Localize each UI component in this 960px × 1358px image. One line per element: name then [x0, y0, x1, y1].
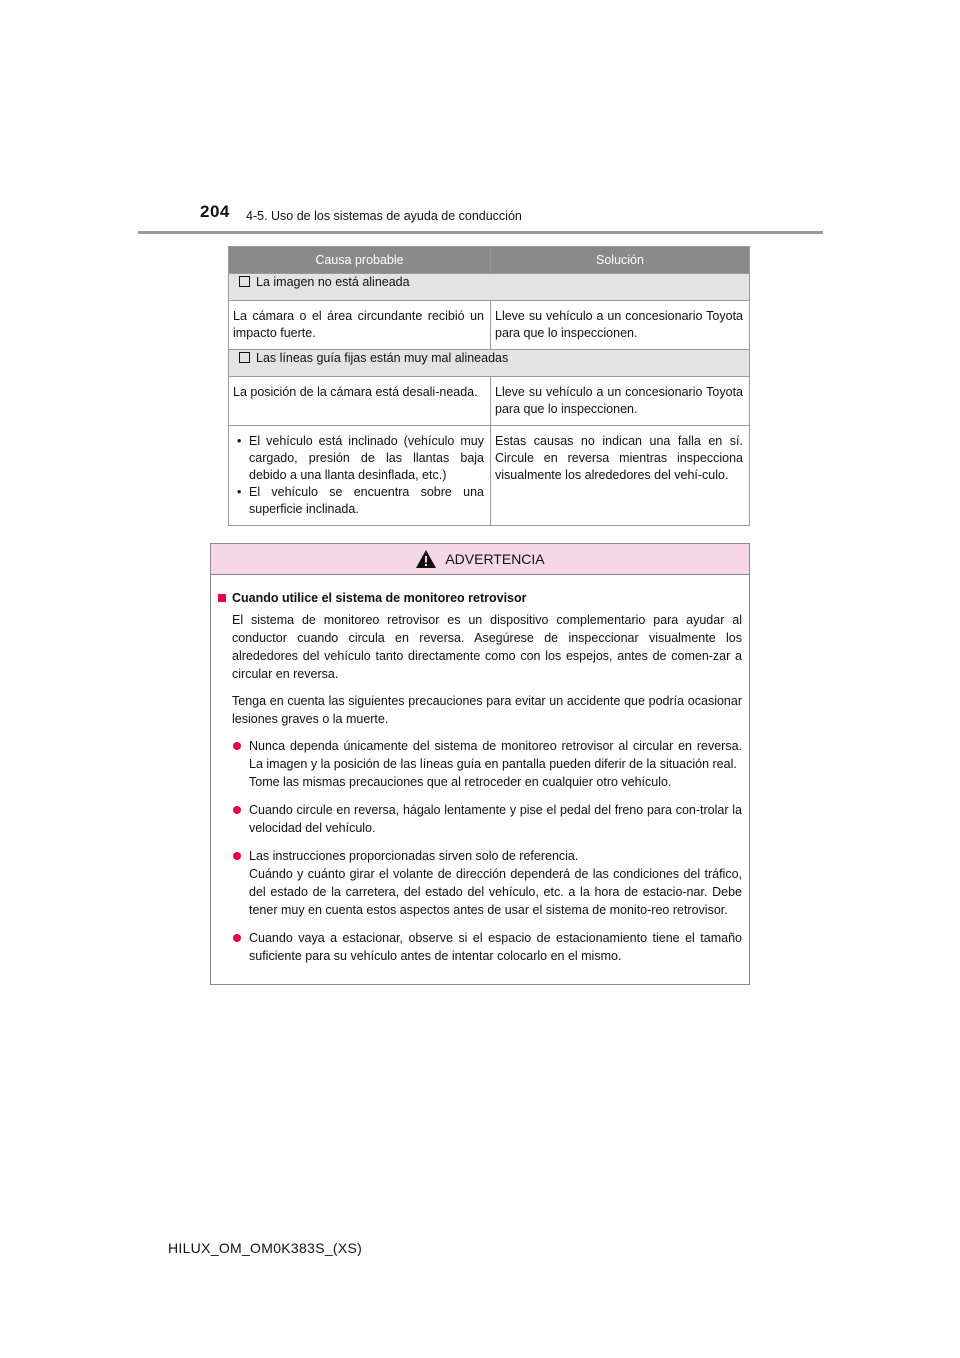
group-cell	[229, 274, 750, 301]
column-header-cause: Causa probable	[229, 247, 491, 274]
warning-heading	[218, 589, 742, 607]
solution-cell: Estas causas no indican una falla en sí. Circule en reversa mientras inspecciona visualmente los alrededores del vehí-culo.	[491, 426, 750, 526]
group-title: Las líneas guía fijas están muy mal alineadas	[256, 351, 509, 365]
table-row	[229, 377, 750, 426]
group-cell	[229, 350, 750, 377]
table-header-row	[229, 247, 750, 274]
header-divider	[138, 231, 823, 234]
table-group-row	[229, 274, 750, 301]
round-bullet-icon	[233, 852, 241, 860]
solution-cell: Lleve su vehículo a un concesionario Toyota para que lo inspeccionen.	[491, 377, 750, 426]
troubleshooting-table	[228, 246, 750, 526]
warning-item-line: Cuando vaya a estacionar, observe si el espacio de estacionamiento tiene el tamaño suficiente para su vehículo antes de intentar colocarlo en el mismo.	[249, 931, 742, 963]
solution-cell: Lleve su vehículo a un concesionario Toyota para que lo inspeccionen.	[491, 301, 750, 350]
warning-item-line: Nunca dependa únicamente del sistema de monitoreo retrovisor al circular en reversa. La imagen y la posición de las líneas guía en pantalla pueden diferir de la situación real.	[249, 739, 742, 771]
table-group-row	[229, 350, 750, 377]
cause-bullet-item	[233, 433, 484, 484]
document-code: HILUX_OM_OM0K383S_(XS)	[168, 1240, 363, 1256]
cause-bullet-list	[233, 433, 484, 518]
section-title: 4-5. Uso de los sistemas de ayuda de conducción	[246, 209, 522, 223]
round-bullet-icon	[233, 934, 241, 942]
warning-item-text	[249, 801, 742, 837]
warning-box	[210, 543, 750, 985]
cause-bullet-item	[233, 484, 484, 518]
warning-list-item	[218, 801, 742, 837]
group-title: La imagen no está alineada	[256, 275, 410, 289]
warning-header	[211, 544, 749, 575]
cause-cell: La posición de la cámara está desali-neada.	[229, 377, 491, 426]
warning-item-line: Las instrucciones proporcionadas sirven solo de referencia.	[249, 849, 579, 863]
checkbox-icon	[239, 352, 250, 363]
bullet-dot-icon: •	[237, 485, 242, 499]
round-bullet-icon	[233, 742, 241, 750]
warning-list-item	[218, 929, 742, 965]
warning-list	[218, 737, 742, 965]
checkbox-icon	[239, 276, 250, 287]
table-row	[229, 426, 750, 526]
table-row	[229, 301, 750, 350]
warning-title: ADVERTENCIA	[445, 551, 545, 567]
warning-heading-text: Cuando utilice el sistema de monitoreo retrovisor	[232, 591, 527, 605]
cause-bullet-text: El vehículo está inclinado (vehículo muy cargado, presión de las llantas baja debido a una llanta desinflada, etc.)	[249, 434, 484, 482]
page-number: 204	[200, 202, 230, 221]
warning-paragraph: El sistema de monitoreo retrovisor es un dispositivo complementario para ayudar al conductor cuando circula en reversa. Asegúrese de inspeccionar visualmente los alrededores del vehículo tanto directamente como con los espejos, antes de comen-zar a circular en reversa.	[232, 613, 742, 681]
cause-bullet-text: El vehículo se encuentra sobre una superficie inclinada.	[249, 485, 484, 516]
warning-item-line: Tome las mismas precauciones que al retroceder en cualquier otro vehículo.	[249, 775, 672, 789]
column-header-solution: Solución	[491, 247, 750, 274]
warning-triangle-icon	[415, 549, 437, 569]
round-bullet-icon	[233, 806, 241, 814]
warning-item-line: Cuándo y cuánto girar el volante de dirección dependerá de las condiciones del tráfico, del estado de la carretera, del estado del vehículo, etc. a la hora de estacio-nar. Debe tener muy en cuenta estos aspectos antes de usar el sistema de monito-reo retrovisor.	[249, 867, 742, 917]
warning-item-text	[249, 847, 742, 919]
bullet-dot-icon: •	[237, 434, 242, 448]
warning-paragraph: Tenga en cuenta las siguientes precauciones para evitar un accidente que podría ocasionar lesiones graves o la muerte.	[232, 694, 742, 726]
square-bullet-icon	[218, 594, 226, 602]
warning-list-item	[218, 847, 742, 919]
cause-cell	[229, 426, 491, 526]
warning-list-item	[218, 737, 742, 791]
warning-body	[211, 575, 749, 965]
cause-cell: La cámara o el área circundante recibió un impacto fuerte.	[229, 301, 491, 350]
warning-item-text	[249, 737, 742, 791]
warning-item-line: Cuando circule en reversa, hágalo lentamente y pise el pedal del freno para con-trolar la velocidad del vehículo.	[249, 803, 742, 835]
warning-item-text	[249, 929, 742, 965]
